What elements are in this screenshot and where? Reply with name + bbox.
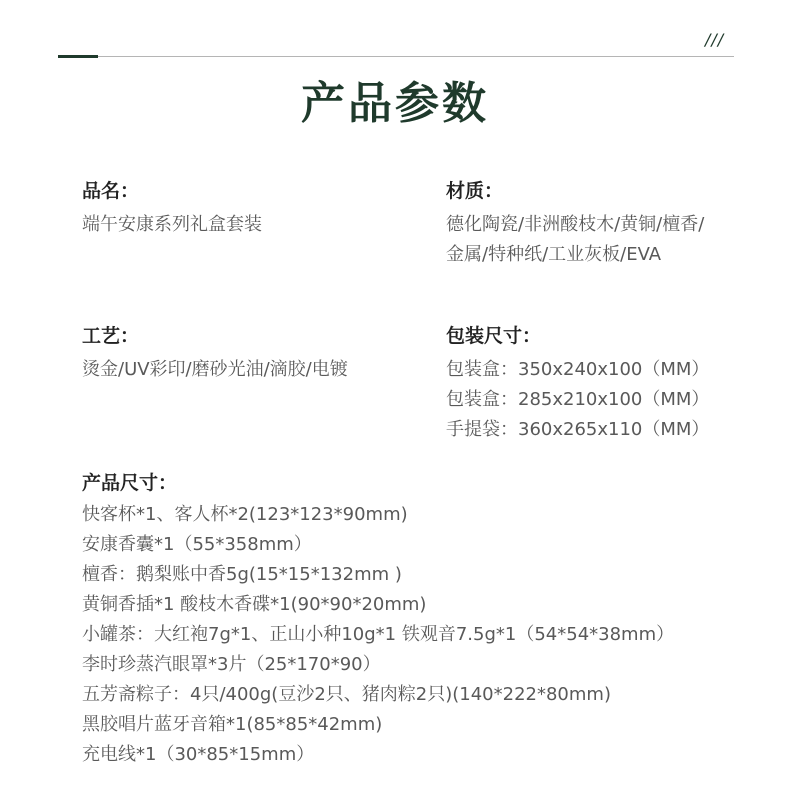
package-size-line: 包装盒：350x240x100（MM） bbox=[446, 359, 710, 380]
package-size-section bbox=[446, 323, 709, 445]
product-size-heading: 产品尺寸： bbox=[82, 472, 178, 494]
material-line: 金属/特种纸/工业灰板/EVA bbox=[446, 244, 662, 265]
craft-value: 烫金/UV彩印/磨砂光油/滴胶/电镀 bbox=[82, 359, 348, 380]
product-size-line: 檀香：鹅梨账中香5g(15*15*132mm ) bbox=[82, 564, 402, 585]
product-name-value: 端午安康系列礼盒套装 bbox=[82, 214, 262, 235]
product-size-line: 黑胶唱片蓝牙音箱*1(85*85*42mm) bbox=[82, 714, 383, 735]
product-size-line: 五芳斋粽子：4只/400g(豆沙2只、猪肉粽2只)(140*222*80mm) bbox=[82, 684, 611, 705]
material-section bbox=[446, 178, 704, 270]
header-divider-accent bbox=[58, 55, 98, 58]
product-size-line: 小罐茶：大红袍7g*1、正山小种10g*1 铁观音7.5g*1（54*54*38mm） bbox=[82, 624, 675, 645]
page-title: 产品参数 bbox=[301, 78, 489, 129]
package-size-line: 包装盒：285x210x100（MM） bbox=[446, 389, 710, 410]
product-size-line: 充电线*1（30*85*15mm） bbox=[82, 744, 315, 765]
product-name-heading: 品名： bbox=[82, 180, 140, 202]
slash-decoration: /// bbox=[705, 30, 725, 49]
material-line: 德化陶瓷/非洲酸枝木/黄铜/檀香/ bbox=[446, 214, 705, 235]
product-size-section bbox=[82, 470, 674, 770]
package-size-heading: 包装尺寸： bbox=[446, 325, 542, 347]
product-size-line: 李时珍蒸汽眼罩*3片（25*170*90） bbox=[82, 654, 381, 675]
craft-section bbox=[82, 323, 348, 385]
craft-heading: 工艺： bbox=[82, 325, 140, 347]
header-divider bbox=[58, 56, 734, 57]
product-size-line: 快客杯*1、客人杯*2(123*123*90mm) bbox=[82, 504, 408, 525]
product-name-section bbox=[82, 178, 262, 240]
product-size-line: 黄铜香插*1 酸枝木香碟*1(90*90*20mm) bbox=[82, 594, 427, 615]
material-heading: 材质： bbox=[446, 180, 504, 202]
product-size-line: 安康香囊*1（55*358mm） bbox=[82, 534, 312, 555]
package-size-line: 手提袋：360x265x110（MM） bbox=[446, 419, 710, 440]
